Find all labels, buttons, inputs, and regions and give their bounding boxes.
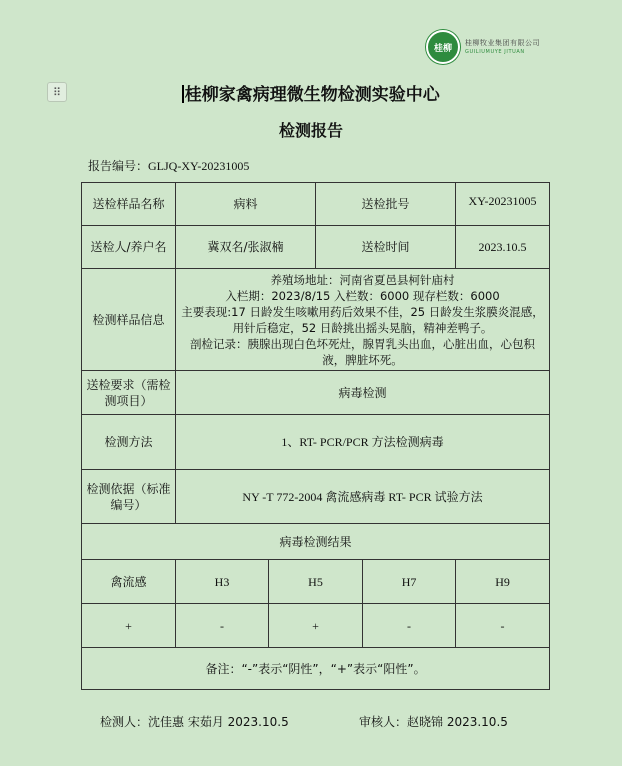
requirement-value: 病毒检测 bbox=[176, 371, 550, 415]
method-label: 检测方法 bbox=[82, 415, 176, 470]
text-cursor bbox=[182, 85, 184, 103]
report-number-label: 报告编号： bbox=[88, 159, 149, 173]
info-line-symptoms: 主要表现:17 日龄发生咳嗽用药后效果不佳，25 日龄发生浆膜炎混感，用针后稳定，52 日龄挑出摇头晃脑，精神差鸭子。 bbox=[181, 304, 544, 335]
sample-name-value: 病料 bbox=[176, 183, 316, 226]
table-row bbox=[82, 648, 550, 690]
logo-text bbox=[465, 40, 540, 55]
result-header-h3: H3 bbox=[176, 560, 269, 604]
result-value: - bbox=[456, 604, 550, 648]
table-row bbox=[82, 183, 550, 226]
note: 备注：“-”表示“阴性”，“+”表示“阳性”。 bbox=[82, 648, 550, 690]
method-value: 1、RT- PCR/PCR 方法检测病毒 bbox=[176, 415, 550, 470]
sample-name-label: 送检样品名称 bbox=[82, 183, 176, 226]
page-subtitle: 检测报告 bbox=[278, 121, 343, 140]
report-number-value: GLJQ-XY-20231005 bbox=[148, 159, 250, 173]
table-row bbox=[82, 415, 550, 470]
info-label: 检测样品信息 bbox=[82, 269, 176, 371]
tester-signature: 检测人：沈佳惠 宋茹月 2023.10.5 bbox=[100, 715, 289, 729]
result-header-h7: H7 bbox=[363, 560, 456, 604]
requirement-label: 送检要求（需检测项目） bbox=[82, 371, 176, 415]
time-value: 2023.10.5 bbox=[456, 226, 550, 269]
info-content bbox=[176, 269, 550, 371]
result-value: + bbox=[82, 604, 176, 648]
result-value: - bbox=[176, 604, 269, 648]
batch-label: 送检批号 bbox=[316, 183, 456, 226]
basis-value: NY -T 772-2004 禽流感病毒 RT- PCR 试验方法 bbox=[176, 470, 550, 524]
table-row bbox=[82, 371, 550, 415]
result-header-h5: H5 bbox=[269, 560, 363, 604]
sender-value: 冀双名/张淑楠 bbox=[176, 226, 316, 269]
time-label: 送检时间 bbox=[316, 226, 456, 269]
table-row bbox=[82, 604, 550, 648]
result-header-h9: H9 bbox=[456, 560, 550, 604]
basis-label: 检测依据（标准编号） bbox=[82, 470, 176, 524]
results-row-label: 禽流感 bbox=[82, 560, 176, 604]
info-line-stock: 入栏期：2023/8/15 入栏数：6000 现存栏数：6000 bbox=[225, 288, 500, 303]
sender-label: 送检人/养户名 bbox=[82, 226, 176, 269]
logo-company-en: GUILIUMUYE JITUAN bbox=[465, 48, 525, 55]
table-row bbox=[82, 560, 550, 604]
report-table bbox=[81, 182, 550, 690]
table-row bbox=[82, 269, 550, 371]
page-title bbox=[0, 80, 622, 105]
logo-mark-icon: 桂柳 bbox=[426, 30, 460, 64]
table-row bbox=[82, 524, 550, 560]
reviewer-signature: 审核人：赵晓锦 2023.10.5 bbox=[359, 715, 508, 729]
results-title: 病毒检测结果 bbox=[82, 524, 550, 560]
table-row bbox=[82, 470, 550, 524]
page-title-text: 桂柳家禽病理微生物检测实验中心 bbox=[184, 85, 440, 105]
info-line-necropsy: 剖检记录：胰腺出现白色坏死灶，腺胃乳头出血，心脏出血，心包积液，脾脏坏死。 bbox=[190, 336, 536, 367]
company-logo bbox=[426, 30, 550, 64]
logo-company-cn: 桂柳牧业集团有限公司 bbox=[465, 38, 540, 47]
drag-handle-icon[interactable]: ⠿ bbox=[47, 82, 67, 102]
report-number bbox=[88, 157, 249, 174]
result-value: + bbox=[269, 604, 363, 648]
batch-value: XY-20231005 bbox=[456, 183, 550, 226]
result-value: - bbox=[363, 604, 456, 648]
table-row bbox=[82, 226, 550, 269]
info-line-address: 养殖场地址：河南省夏邑县柯针庙村 bbox=[270, 272, 455, 287]
